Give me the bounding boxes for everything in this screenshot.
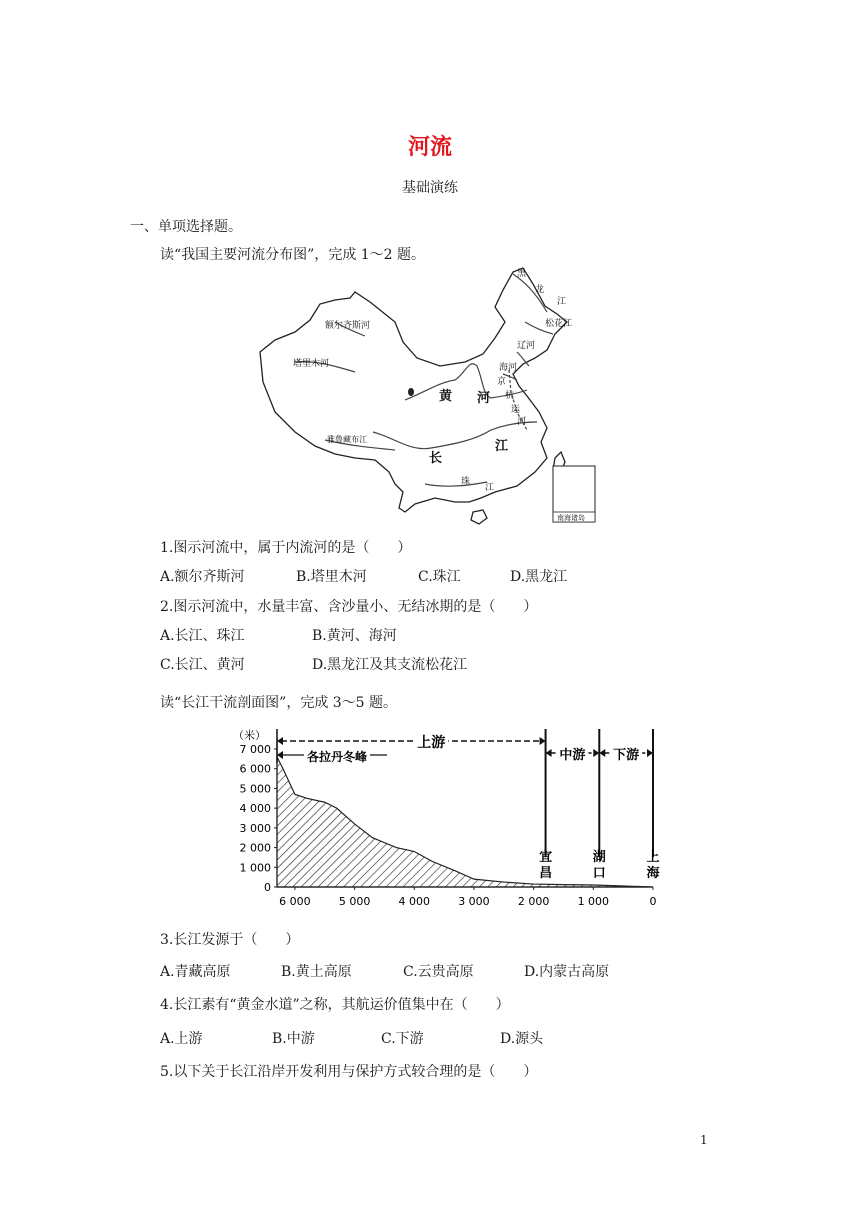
question-4: 4.长江素有“黄金水道”之称，其航运价值集中在（ ） — [160, 997, 510, 1013]
q3-option-c: C.云贵高原 — [403, 964, 474, 980]
q4-option-b: B.中游 — [272, 1031, 315, 1047]
intro-profile: 读“长江干流剖面图”，完成 3～5 题。 — [160, 695, 398, 711]
map-label-he: 河 — [477, 391, 491, 406]
segment-label-lower: 下游 — [613, 748, 640, 763]
y-tick-label: 6 000 — [239, 762, 271, 776]
y-axis-unit: （米） — [233, 729, 266, 742]
y-tick-label: 2 000 — [239, 841, 271, 855]
china-river-map — [255, 262, 605, 530]
place-label-bottom: 昌 — [539, 866, 553, 881]
q2-option-a: A.长江、珠江 — [160, 628, 245, 644]
map-label-inset: 南海诸岛 — [557, 514, 585, 522]
upper-arrow-left-head — [277, 737, 283, 745]
map-label-hai: 海河 — [499, 363, 518, 373]
q2-option-b: B.黄河、海河 — [312, 628, 397, 644]
map-label-songhua: 松花江 — [545, 319, 573, 329]
place-label-bottom: 海 — [646, 866, 660, 881]
map-label-hang: 杭 — [505, 391, 515, 401]
place-label-bottom: 口 — [592, 866, 606, 881]
place-label-top: 上 — [646, 850, 660, 865]
yangtze-profile-chart — [225, 725, 665, 915]
q3-option-d: D.内蒙古高原 — [524, 964, 610, 980]
segment-label-middle: 中游 — [559, 748, 586, 763]
question-1: 1.图示河流中，属于内流河的是（ ） — [160, 540, 412, 556]
x-tick-label: 3 000 — [458, 895, 490, 908]
page-number: 1 — [700, 1133, 708, 1147]
page-subtitle: 基础演练 — [402, 180, 458, 196]
q1-option-b: B.塔里木河 — [296, 569, 367, 585]
map-label-liao: 辽河 — [517, 341, 536, 351]
map-label-chang: 长 — [429, 451, 443, 466]
y-tick-label: 3 000 — [239, 821, 271, 835]
map-label-heilong-3: 江 — [557, 297, 567, 307]
map-label-tarim: 塔里木河 — [293, 359, 330, 369]
q2-option-c: C.长江、黄河 — [160, 657, 245, 673]
intro-map: 读“我国主要河流分布图”，完成 1～2 题。 — [160, 247, 426, 263]
question-2: 2.图示河流中，水量丰富、含沙量小、无结冰期的是（ ） — [160, 599, 538, 615]
question-3: 3.长江发源于（ ） — [160, 932, 300, 948]
map-label-jiang: 江 — [495, 439, 509, 454]
x-tick-label: 2 000 — [517, 895, 550, 908]
segment-label-upper: 上游 — [417, 735, 446, 751]
place-label-top: 宜 — [539, 850, 553, 865]
map-label-heilong-2: 龙 — [535, 285, 545, 295]
q3-option-a: A.青藏高原 — [160, 964, 231, 980]
x-tick-label: 1 000 — [577, 895, 610, 908]
map-label-jing: 京 — [497, 377, 507, 387]
q4-option-a: A.上游 — [160, 1031, 203, 1047]
map-label-canal-he: 河 — [517, 417, 527, 427]
question-5: 5.以下关于长江沿岸开发利用与保护方式较合理的是（ ） — [160, 1064, 538, 1080]
hainan-island — [471, 510, 487, 524]
map-label-zhu-jiang: 江 — [485, 483, 495, 493]
x-tick-label: 5 000 — [338, 895, 371, 908]
map-label-yarlung: 雅鲁藏布江 — [327, 435, 367, 444]
map-label-heilong-1: 黑 — [517, 269, 527, 279]
q1-option-a: A.额尔齐斯河 — [160, 569, 245, 585]
map-label-huang: 黄 — [439, 389, 453, 404]
source-label: 各拉丹冬峰 — [306, 750, 368, 764]
x-tick-label: 6 000 — [279, 895, 311, 908]
y-tick-label: 4 000 — [239, 802, 271, 816]
q2-option-d: D.黑龙江及其支流松花江 — [312, 657, 468, 673]
pearl-river — [425, 482, 487, 486]
q1-option-d: D.黑龙江 — [510, 569, 568, 585]
q3-option-b: B.黄土高原 — [281, 964, 352, 980]
y-tick-label: 7 000 — [239, 743, 271, 756]
map-label-yun: 运 — [511, 405, 521, 415]
page-title: 河流 — [407, 135, 452, 160]
place-label-top: 湖 — [592, 850, 606, 865]
map-label-erqisi: 额尔齐斯河 — [325, 321, 371, 331]
map-label-zhu: 珠 — [461, 477, 471, 487]
q4-option-c: C.下游 — [381, 1031, 424, 1047]
x-tick-label: 4 000 — [398, 895, 431, 908]
section-heading: 一、单项选择题。 — [130, 219, 242, 235]
y-tick-label: 5 000 — [239, 782, 271, 796]
y-tick-label: 0 — [264, 881, 271, 894]
q4-option-d: D.源头 — [500, 1031, 544, 1047]
yangtze-river — [373, 422, 537, 449]
x-tick-label: 0 — [649, 895, 657, 908]
q1-option-c: C.珠江 — [418, 569, 461, 585]
y-tick-label: 1 000 — [239, 861, 271, 875]
